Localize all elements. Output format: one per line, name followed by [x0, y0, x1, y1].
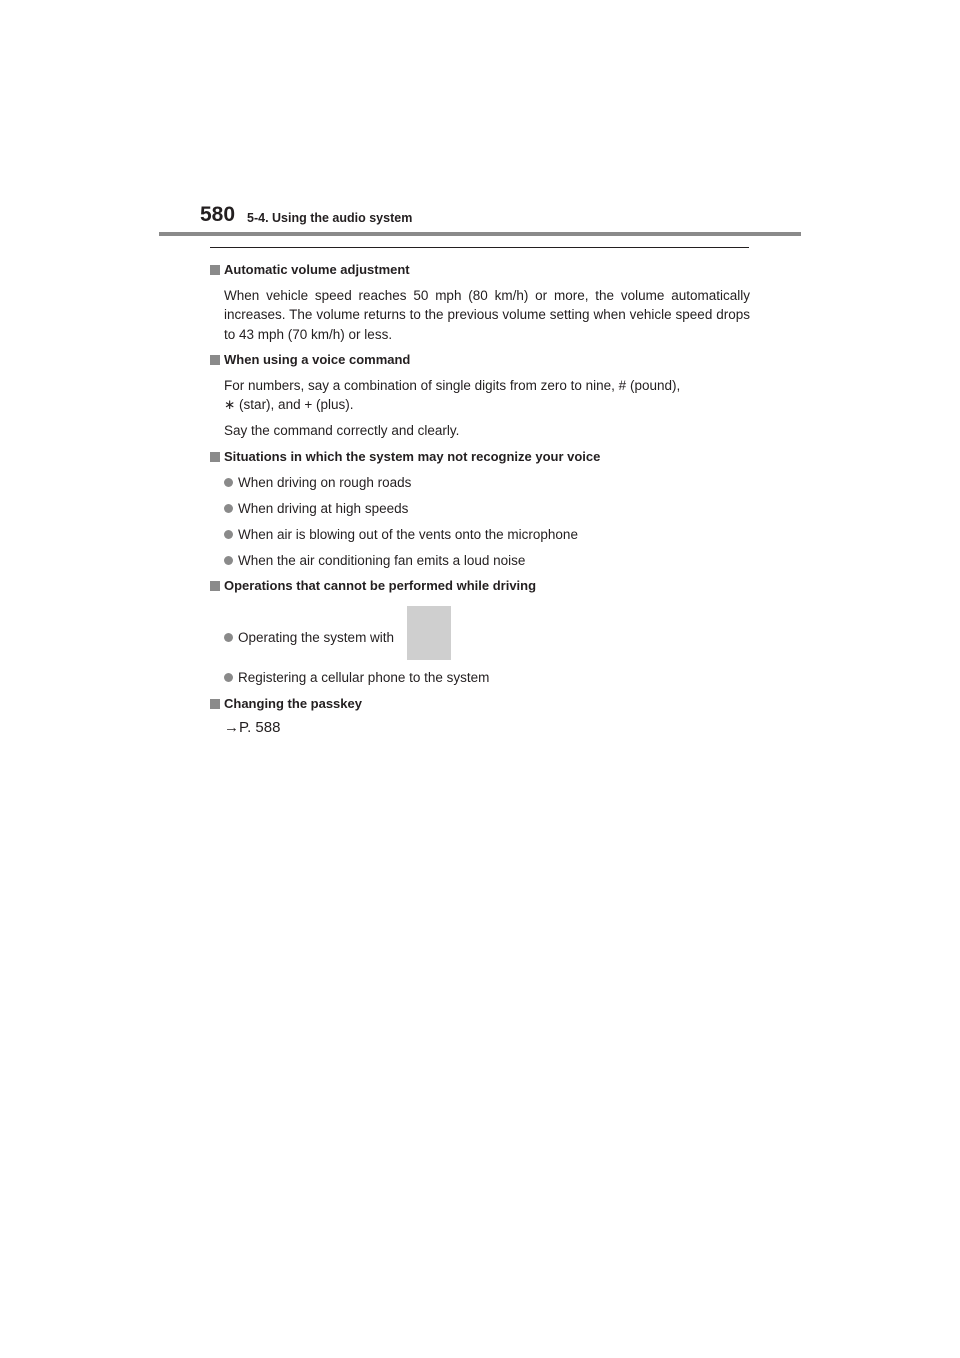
list-item	[210, 525, 750, 545]
square-bullet-icon	[210, 581, 220, 591]
list-item-text: Registering a cellular phone to the system	[238, 670, 490, 685]
operations-item-1	[210, 628, 750, 648]
auto-volume-section	[210, 260, 750, 344]
not-recognize-section	[210, 447, 750, 570]
circle-bullet-icon	[224, 556, 233, 565]
voice-command-section	[210, 350, 750, 440]
passkey-section	[210, 694, 750, 737]
voice-command-line3: Say the command correctly and clearly.	[224, 422, 460, 438]
list-item	[210, 551, 750, 571]
passkey-heading-text: Changing the passkey	[224, 696, 362, 711]
square-bullet-icon	[210, 699, 220, 709]
header-bar	[159, 232, 801, 236]
square-bullet-icon	[210, 452, 220, 462]
operations-heading	[210, 576, 750, 596]
list-item	[210, 473, 750, 493]
auto-volume-text: When vehicle speed reaches 50 mph (80 km/h) or more, the volume automatically increases. The volume returns to the previous volume setting when vehicle speed drops to 43 mph (70 km/h) or less.	[224, 287, 750, 342]
list-item-text: When driving at high speeds	[238, 500, 409, 516]
list-item-text: Operating the system with	[238, 630, 395, 645]
circle-bullet-icon	[224, 673, 233, 682]
button-image-placeholder	[407, 606, 451, 660]
voice-command-heading-text: When using a voice command	[224, 352, 411, 367]
list-item	[210, 628, 750, 648]
not-recognize-heading	[210, 447, 750, 467]
square-bullet-icon	[210, 355, 220, 365]
square-bullet-icon	[210, 265, 220, 275]
circle-bullet-icon	[224, 478, 233, 487]
voice-command-line2: ∗ (star), and + (plus).	[224, 397, 354, 412]
header-rule	[210, 247, 749, 248]
page-number: 580	[200, 203, 236, 226]
auto-volume-heading	[210, 260, 750, 280]
voice-command-line1: For numbers, say a combination of single digits from zero to nine, # (pound),	[224, 377, 681, 393]
circle-bullet-icon	[224, 504, 233, 513]
operations-heading-text: Operations that cannot be performed while driving	[224, 578, 537, 593]
list-item-text: When air is blowing out of the vents onto the microphone	[238, 526, 578, 542]
voice-command-heading	[210, 350, 750, 370]
passkey-heading	[210, 694, 750, 714]
auto-volume-heading-text: Automatic volume adjustment	[224, 262, 410, 277]
circle-bullet-icon	[224, 530, 233, 539]
list-item-text: When driving on rough roads	[238, 474, 412, 490]
list-item	[210, 668, 750, 688]
operations-item-2	[210, 668, 750, 688]
passkey-page-reference[interactable]: →P. 588	[224, 718, 281, 736]
circle-bullet-icon	[224, 633, 233, 642]
section-title: 5-4. Using the audio system	[247, 211, 413, 225]
list-item-text: When the air conditioning fan emits a loud noise	[238, 552, 526, 568]
operations-section	[210, 576, 750, 596]
list-item	[210, 499, 750, 519]
not-recognize-heading-text: Situations in which the system may not recognize your voice	[224, 449, 601, 464]
